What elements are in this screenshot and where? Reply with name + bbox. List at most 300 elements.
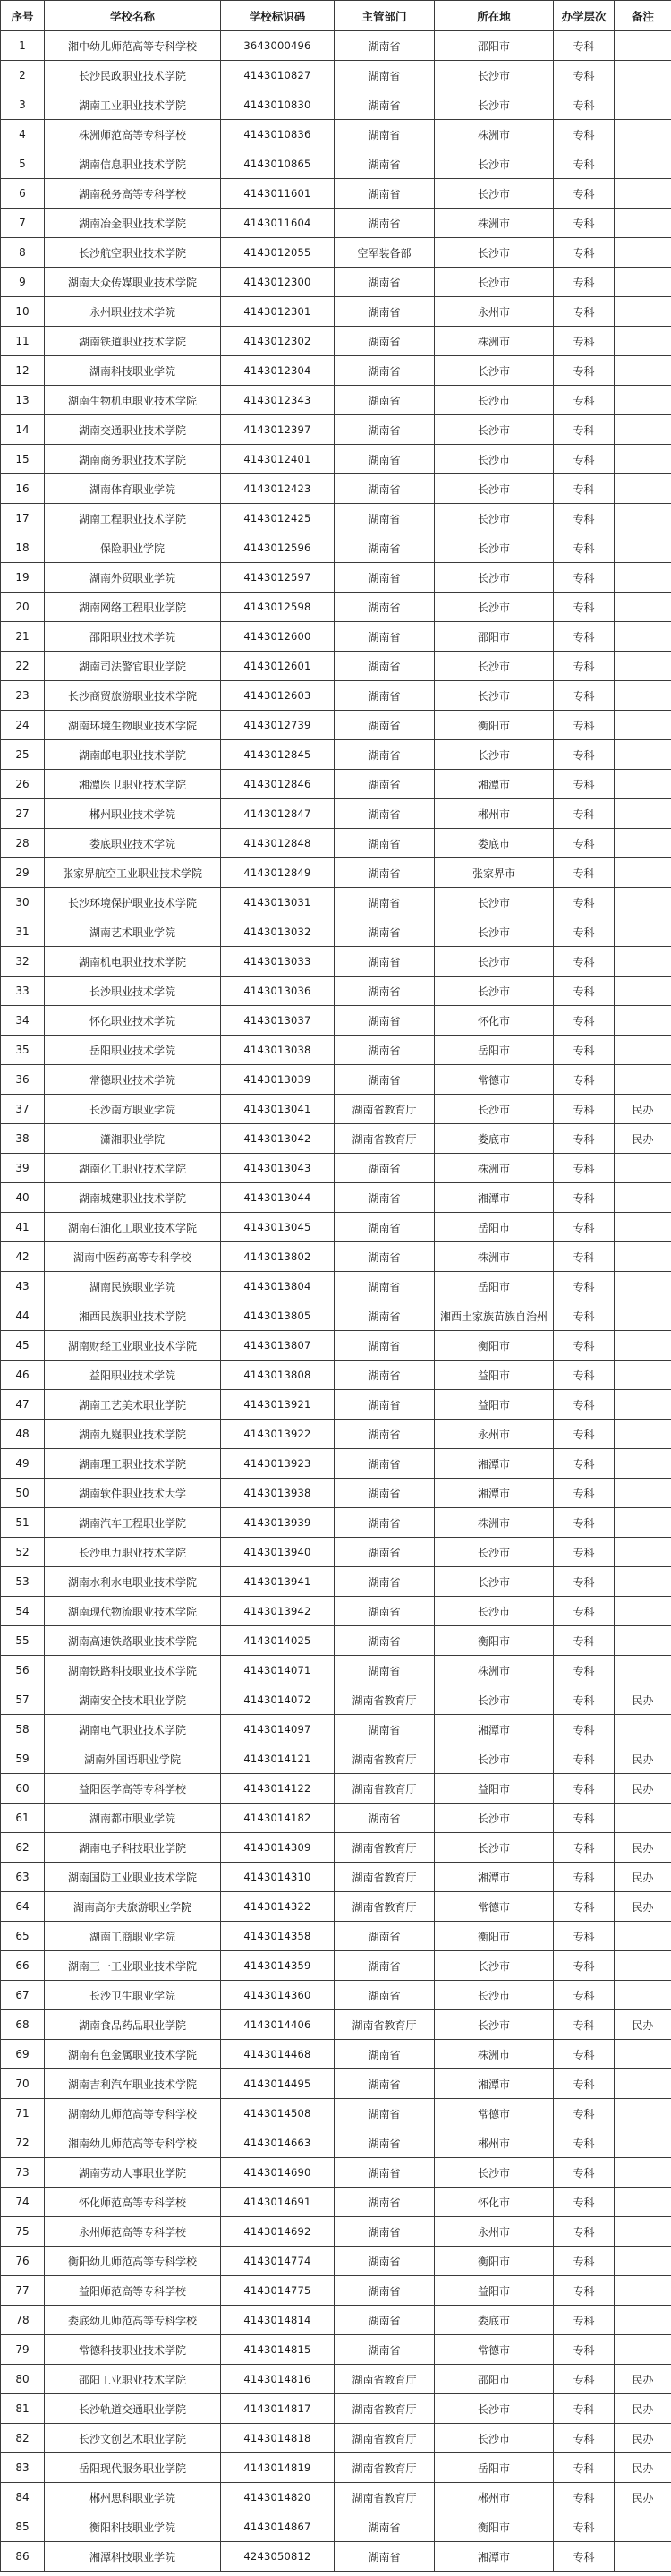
cell-location: 长沙市 bbox=[435, 593, 554, 622]
cell-location: 株洲市 bbox=[435, 120, 554, 149]
cell-note bbox=[615, 2217, 671, 2247]
cell-note bbox=[615, 1036, 671, 1065]
cell-index: 18 bbox=[1, 533, 45, 563]
cell-department: 湖南省 bbox=[335, 2069, 435, 2099]
cell-school-code: 4143012397 bbox=[221, 415, 335, 445]
cell-level: 专科 bbox=[554, 2424, 615, 2453]
cell-level: 专科 bbox=[554, 61, 615, 90]
cell-location: 长沙市 bbox=[435, 504, 554, 533]
table-row bbox=[1, 1065, 671, 1095]
table-row bbox=[1, 2276, 671, 2306]
cell-school-name: 湖南环境生物职业技术学院 bbox=[45, 711, 221, 740]
cell-level: 专科 bbox=[554, 1863, 615, 1892]
cell-location: 长沙市 bbox=[435, 652, 554, 681]
cell-index: 9 bbox=[1, 268, 45, 297]
cell-department: 湖南省 bbox=[335, 2276, 435, 2306]
cell-location: 长沙市 bbox=[435, 1744, 554, 1774]
cell-location: 株洲市 bbox=[435, 327, 554, 356]
cell-department: 湖南省 bbox=[335, 2247, 435, 2276]
cell-location: 湘潭市 bbox=[435, 2542, 554, 2572]
cell-level: 专科 bbox=[554, 415, 615, 445]
cell-note bbox=[615, 563, 671, 593]
cell-location: 常德市 bbox=[435, 1892, 554, 1922]
table-row bbox=[1, 858, 671, 888]
cell-school-name: 湘南幼儿师范高等专科学校 bbox=[45, 2128, 221, 2158]
cell-level: 专科 bbox=[554, 1597, 615, 1626]
cell-school-name: 长沙南方职业学院 bbox=[45, 1095, 221, 1124]
cell-index: 80 bbox=[1, 2365, 45, 2394]
cell-school-code: 4143013805 bbox=[221, 1301, 335, 1331]
cell-index: 85 bbox=[1, 2512, 45, 2542]
cell-index: 11 bbox=[1, 327, 45, 356]
cell-location: 长沙市 bbox=[435, 977, 554, 1006]
cell-note bbox=[615, 1390, 671, 1420]
cell-index: 31 bbox=[1, 917, 45, 947]
cell-school-name: 娄底职业技术学院 bbox=[45, 829, 221, 858]
cell-school-name: 湖南艺术职业学院 bbox=[45, 917, 221, 947]
table-row bbox=[1, 1567, 671, 1597]
cell-note bbox=[615, 1981, 671, 2010]
cell-note bbox=[615, 1213, 671, 1242]
cell-department: 湖南省 bbox=[335, 179, 435, 209]
cell-school-name: 长沙职业技术学院 bbox=[45, 977, 221, 1006]
cell-location: 株洲市 bbox=[435, 209, 554, 238]
cell-school-code: 4143013941 bbox=[221, 1567, 335, 1597]
cell-department: 湖南省 bbox=[335, 1597, 435, 1626]
cell-school-code: 4143013033 bbox=[221, 947, 335, 977]
cell-school-code: 4143014820 bbox=[221, 2483, 335, 2512]
cell-department: 湖南省 bbox=[335, 1626, 435, 1656]
cell-school-code: 4143013807 bbox=[221, 1331, 335, 1361]
cell-location: 湘潭市 bbox=[435, 1479, 554, 1508]
cell-school-name: 湖南石油化工职业技术学院 bbox=[45, 1213, 221, 1242]
cell-location: 郴州市 bbox=[435, 799, 554, 829]
cell-school-name: 湖南理工职业技术学院 bbox=[45, 1449, 221, 1479]
cell-note bbox=[615, 2512, 671, 2542]
cell-index: 79 bbox=[1, 2335, 45, 2365]
cell-school-code: 4143013922 bbox=[221, 1420, 335, 1449]
cell-index: 13 bbox=[1, 386, 45, 415]
cell-department: 湖南省 bbox=[335, 1036, 435, 1065]
table-row bbox=[1, 2158, 671, 2188]
table-row bbox=[1, 1715, 671, 1744]
cell-school-name: 湘潭医卫职业技术学院 bbox=[45, 770, 221, 799]
cell-school-name: 张家界航空工业职业技术学院 bbox=[45, 858, 221, 888]
cell-department: 湖南省 bbox=[335, 1479, 435, 1508]
cell-location: 长沙市 bbox=[435, 386, 554, 415]
cell-school-name: 湖南高速铁路职业技术学院 bbox=[45, 1626, 221, 1656]
cell-level: 专科 bbox=[554, 829, 615, 858]
cell-level: 专科 bbox=[554, 1922, 615, 1951]
cell-school-name: 湖南吉利汽车职业技术学院 bbox=[45, 2069, 221, 2099]
cell-location: 长沙市 bbox=[435, 149, 554, 179]
cell-school-name: 湖南财经工业职业技术学院 bbox=[45, 1331, 221, 1361]
cell-school-code: 4143014358 bbox=[221, 1922, 335, 1951]
table-row bbox=[1, 1951, 671, 1981]
cell-department: 湖南省教育厅 bbox=[335, 1685, 435, 1715]
cell-index: 65 bbox=[1, 1922, 45, 1951]
cell-school-code: 4143012600 bbox=[221, 622, 335, 652]
cell-department: 湖南省 bbox=[335, 681, 435, 711]
cell-index: 78 bbox=[1, 2306, 45, 2335]
cell-school-name: 湖南体育职业学院 bbox=[45, 474, 221, 504]
table-row bbox=[1, 740, 671, 770]
cell-level: 专科 bbox=[554, 799, 615, 829]
cell-index: 75 bbox=[1, 2217, 45, 2247]
cell-location: 永州市 bbox=[435, 2217, 554, 2247]
cell-school-code: 4143012302 bbox=[221, 327, 335, 356]
cell-location: 湘潭市 bbox=[435, 770, 554, 799]
cell-index: 20 bbox=[1, 593, 45, 622]
cell-note bbox=[615, 1804, 671, 1833]
cell-department: 湖南省 bbox=[335, 415, 435, 445]
header-location: 所在地 bbox=[435, 1, 554, 31]
cell-department: 湖南省 bbox=[335, 1361, 435, 1390]
cell-school-code: 4143012423 bbox=[221, 474, 335, 504]
table-row bbox=[1, 829, 671, 858]
cell-level: 专科 bbox=[554, 593, 615, 622]
cell-level: 专科 bbox=[554, 1804, 615, 1833]
cell-school-name: 郴州思科职业学院 bbox=[45, 2483, 221, 2512]
cell-index: 42 bbox=[1, 1242, 45, 1272]
cell-location: 益阳市 bbox=[435, 1774, 554, 1804]
cell-school-name: 湘西民族职业技术学院 bbox=[45, 1301, 221, 1331]
table-row bbox=[1, 2424, 671, 2453]
table-row bbox=[1, 2453, 671, 2483]
cell-school-code: 4143013042 bbox=[221, 1124, 335, 1154]
cell-department: 湖南省 bbox=[335, 2512, 435, 2542]
cell-school-code: 4143012847 bbox=[221, 799, 335, 829]
cell-note bbox=[615, 149, 671, 179]
table-row bbox=[1, 2335, 671, 2365]
cell-location: 怀化市 bbox=[435, 1006, 554, 1036]
cell-level: 专科 bbox=[554, 2099, 615, 2128]
cell-school-name: 湖南水利水电职业技术学院 bbox=[45, 1567, 221, 1597]
cell-location: 株洲市 bbox=[435, 1656, 554, 1685]
table-row bbox=[1, 31, 671, 61]
cell-level: 专科 bbox=[554, 1361, 615, 1390]
table-row bbox=[1, 2512, 671, 2542]
cell-level: 专科 bbox=[554, 770, 615, 799]
cell-department: 湖南省教育厅 bbox=[335, 2365, 435, 2394]
cell-department: 湖南省 bbox=[335, 1804, 435, 1833]
cell-school-name: 湖南现代物流职业技术学院 bbox=[45, 1597, 221, 1626]
cell-school-code: 4143012848 bbox=[221, 829, 335, 858]
cell-location: 张家界市 bbox=[435, 858, 554, 888]
cell-school-code: 4143013031 bbox=[221, 888, 335, 917]
cell-school-name: 衡阳幼儿师范高等专科学校 bbox=[45, 2247, 221, 2276]
cell-department: 湖南省 bbox=[335, 1951, 435, 1981]
cell-index: 74 bbox=[1, 2188, 45, 2217]
table-row bbox=[1, 445, 671, 474]
cell-level: 专科 bbox=[554, 268, 615, 297]
cell-school-code: 4143014071 bbox=[221, 1656, 335, 1685]
cell-level: 专科 bbox=[554, 2040, 615, 2069]
cell-index: 86 bbox=[1, 2542, 45, 2572]
header-level: 办学层次 bbox=[554, 1, 615, 31]
cell-level: 专科 bbox=[554, 31, 615, 61]
table-row bbox=[1, 1095, 671, 1124]
table-row bbox=[1, 652, 671, 681]
cell-school-name: 长沙文创艺术职业学院 bbox=[45, 2424, 221, 2453]
cell-level: 专科 bbox=[554, 1744, 615, 1774]
table-row bbox=[1, 1538, 671, 1567]
table-row bbox=[1, 593, 671, 622]
cell-level: 专科 bbox=[554, 1183, 615, 1213]
cell-level: 专科 bbox=[554, 90, 615, 120]
cell-index: 5 bbox=[1, 149, 45, 179]
cell-note bbox=[615, 2099, 671, 2128]
cell-location: 长沙市 bbox=[435, 888, 554, 917]
cell-department: 湖南省 bbox=[335, 1242, 435, 1272]
cell-school-code: 4143014691 bbox=[221, 2188, 335, 2217]
cell-school-code: 4143014495 bbox=[221, 2069, 335, 2099]
cell-location: 湘潭市 bbox=[435, 1863, 554, 1892]
cell-level: 专科 bbox=[554, 1892, 615, 1922]
cell-school-name: 湖南有色金属职业技术学院 bbox=[45, 2040, 221, 2069]
cell-school-code: 4143014072 bbox=[221, 1685, 335, 1715]
cell-school-name: 湖南工艺美术职业学院 bbox=[45, 1390, 221, 1420]
table-row bbox=[1, 888, 671, 917]
cell-location: 长沙市 bbox=[435, 947, 554, 977]
cell-location: 长沙市 bbox=[435, 415, 554, 445]
table-row bbox=[1, 149, 671, 179]
table-row bbox=[1, 61, 671, 90]
cell-index: 58 bbox=[1, 1715, 45, 1744]
cell-school-code: 4143014468 bbox=[221, 2040, 335, 2069]
cell-school-code: 4143013036 bbox=[221, 977, 335, 1006]
cell-index: 49 bbox=[1, 1449, 45, 1479]
cell-index: 15 bbox=[1, 445, 45, 474]
cell-index: 57 bbox=[1, 1685, 45, 1715]
cell-school-name: 湖南机电职业技术学院 bbox=[45, 947, 221, 977]
cell-note bbox=[615, 681, 671, 711]
cell-index: 21 bbox=[1, 622, 45, 652]
cell-department: 湖南省 bbox=[335, 31, 435, 61]
cell-index: 22 bbox=[1, 652, 45, 681]
cell-school-code: 4143013802 bbox=[221, 1242, 335, 1272]
cell-level: 专科 bbox=[554, 2483, 615, 2512]
cell-school-name: 常德科技职业技术学院 bbox=[45, 2335, 221, 2365]
cell-index: 63 bbox=[1, 1863, 45, 1892]
cell-school-code: 4143013043 bbox=[221, 1154, 335, 1183]
cell-school-name: 永州职业技术学院 bbox=[45, 297, 221, 327]
cell-school-code: 4143014692 bbox=[221, 2217, 335, 2247]
cell-level: 专科 bbox=[554, 711, 615, 740]
cell-note bbox=[615, 238, 671, 268]
cell-level: 专科 bbox=[554, 2335, 615, 2365]
cell-index: 34 bbox=[1, 1006, 45, 1036]
cell-index: 4 bbox=[1, 120, 45, 149]
table-row bbox=[1, 1420, 671, 1449]
cell-school-name: 湖南九嶷职业技术学院 bbox=[45, 1420, 221, 1449]
cell-department: 湖南省 bbox=[335, 1065, 435, 1095]
cell-location: 永州市 bbox=[435, 1420, 554, 1449]
cell-index: 29 bbox=[1, 858, 45, 888]
cell-department: 湖南省 bbox=[335, 1656, 435, 1685]
cell-school-code: 4143012597 bbox=[221, 563, 335, 593]
cell-school-name: 湖南工商职业学院 bbox=[45, 1922, 221, 1951]
cell-school-code: 4143013808 bbox=[221, 1361, 335, 1390]
cell-school-name: 湖南幼儿师范高等专科学校 bbox=[45, 2099, 221, 2128]
cell-department: 湖南省 bbox=[335, 1154, 435, 1183]
cell-school-name: 岳阳现代服务职业学院 bbox=[45, 2453, 221, 2483]
table-row bbox=[1, 1922, 671, 1951]
header-department: 主管部门 bbox=[335, 1, 435, 31]
cell-location: 常德市 bbox=[435, 2335, 554, 2365]
cell-school-name: 湖南城建职业技术学院 bbox=[45, 1183, 221, 1213]
cell-school-code: 4143012845 bbox=[221, 740, 335, 770]
cell-school-name: 长沙轨道交通职业学院 bbox=[45, 2394, 221, 2424]
cell-location: 株洲市 bbox=[435, 1508, 554, 1538]
table-row bbox=[1, 504, 671, 533]
cell-location: 长沙市 bbox=[435, 2158, 554, 2188]
cell-note bbox=[615, 2542, 671, 2572]
cell-index: 82 bbox=[1, 2424, 45, 2453]
cell-department: 湖南省 bbox=[335, 888, 435, 917]
cell-level: 专科 bbox=[554, 504, 615, 533]
cell-note bbox=[615, 711, 671, 740]
cell-index: 17 bbox=[1, 504, 45, 533]
cell-index: 61 bbox=[1, 1804, 45, 1833]
cell-index: 14 bbox=[1, 415, 45, 445]
cell-index: 46 bbox=[1, 1361, 45, 1390]
table-row bbox=[1, 1685, 671, 1715]
cell-note bbox=[615, 2335, 671, 2365]
cell-note: 民办 bbox=[615, 1685, 671, 1715]
cell-department: 湖南省 bbox=[335, 917, 435, 947]
cell-location: 长沙市 bbox=[435, 1833, 554, 1863]
cell-location: 湘潭市 bbox=[435, 1449, 554, 1479]
cell-level: 专科 bbox=[554, 1213, 615, 1242]
cell-school-name: 邵阳职业技术学院 bbox=[45, 622, 221, 652]
table-body bbox=[1, 31, 671, 2572]
cell-note bbox=[615, 1922, 671, 1951]
cell-school-name: 湖南汽车工程职业学院 bbox=[45, 1508, 221, 1538]
cell-level: 专科 bbox=[554, 1331, 615, 1361]
cell-note bbox=[615, 474, 671, 504]
cell-location: 衡阳市 bbox=[435, 711, 554, 740]
cell-school-name: 湖南三一工业职业技术学院 bbox=[45, 1951, 221, 1981]
cell-department: 湖南省 bbox=[335, 947, 435, 977]
cell-location: 娄底市 bbox=[435, 1124, 554, 1154]
cell-index: 12 bbox=[1, 356, 45, 386]
cell-level: 专科 bbox=[554, 2365, 615, 2394]
table-row bbox=[1, 977, 671, 1006]
cell-school-name: 湖南外国语职业学院 bbox=[45, 1744, 221, 1774]
cell-level: 专科 bbox=[554, 1774, 615, 1804]
cell-school-code: 4143012846 bbox=[221, 770, 335, 799]
cell-level: 专科 bbox=[554, 2217, 615, 2247]
cell-note bbox=[615, 1301, 671, 1331]
cell-school-code: 4143014815 bbox=[221, 2335, 335, 2365]
cell-school-code: 4143014817 bbox=[221, 2394, 335, 2424]
header-note: 备注 bbox=[615, 1, 671, 31]
cell-department: 湖南省 bbox=[335, 1567, 435, 1597]
cell-note bbox=[615, 1567, 671, 1597]
cell-school-code: 4143013038 bbox=[221, 1036, 335, 1065]
cell-note bbox=[615, 829, 671, 858]
cell-index: 8 bbox=[1, 238, 45, 268]
cell-location: 长沙市 bbox=[435, 61, 554, 90]
cell-school-code: 4143012401 bbox=[221, 445, 335, 474]
cell-school-name: 长沙航空职业技术学院 bbox=[45, 238, 221, 268]
cell-level: 专科 bbox=[554, 1715, 615, 1744]
table-row bbox=[1, 2306, 671, 2335]
table-row bbox=[1, 1390, 671, 1420]
cell-index: 51 bbox=[1, 1508, 45, 1538]
cell-school-code: 4143012304 bbox=[221, 356, 335, 386]
cell-department: 湖南省 bbox=[335, 1981, 435, 2010]
cell-index: 44 bbox=[1, 1301, 45, 1331]
cell-note bbox=[615, 1597, 671, 1626]
cell-department: 湖南省 bbox=[335, 149, 435, 179]
cell-note bbox=[615, 652, 671, 681]
cell-department: 湖南省 bbox=[335, 799, 435, 829]
cell-note bbox=[615, 445, 671, 474]
cell-index: 53 bbox=[1, 1567, 45, 1597]
cell-level: 专科 bbox=[554, 386, 615, 415]
cell-level: 专科 bbox=[554, 622, 615, 652]
cell-school-name: 郴州职业技术学院 bbox=[45, 799, 221, 829]
cell-index: 24 bbox=[1, 711, 45, 740]
table-row bbox=[1, 1656, 671, 1685]
cell-note bbox=[615, 1951, 671, 1981]
cell-index: 68 bbox=[1, 2010, 45, 2040]
cell-department: 湖南省 bbox=[335, 2188, 435, 2217]
cell-level: 专科 bbox=[554, 2512, 615, 2542]
cell-school-name: 湖南食品药品职业学院 bbox=[45, 2010, 221, 2040]
cell-level: 专科 bbox=[554, 1567, 615, 1597]
cell-location: 常德市 bbox=[435, 2099, 554, 2128]
cell-level: 专科 bbox=[554, 2306, 615, 2335]
cell-note bbox=[615, 1006, 671, 1036]
cell-level: 专科 bbox=[554, 1538, 615, 1567]
cell-location: 长沙市 bbox=[435, 563, 554, 593]
cell-level: 专科 bbox=[554, 474, 615, 504]
cell-school-name: 湖南电气职业技术学院 bbox=[45, 1715, 221, 1744]
cell-department: 湖南省 bbox=[335, 1715, 435, 1744]
cell-index: 50 bbox=[1, 1479, 45, 1508]
cell-school-name: 长沙环境保护职业技术学院 bbox=[45, 888, 221, 917]
table-row bbox=[1, 1449, 671, 1479]
cell-school-code: 4143013942 bbox=[221, 1597, 335, 1626]
cell-school-code: 4143012425 bbox=[221, 504, 335, 533]
table-header bbox=[1, 1, 671, 31]
cell-level: 专科 bbox=[554, 1036, 615, 1065]
cell-department: 湖南省 bbox=[335, 120, 435, 149]
cell-department: 湖南省 bbox=[335, 740, 435, 770]
cell-index: 7 bbox=[1, 209, 45, 238]
cell-department: 湖南省 bbox=[335, 1213, 435, 1242]
cell-note bbox=[615, 1626, 671, 1656]
table-row bbox=[1, 947, 671, 977]
cell-department: 湖南省 bbox=[335, 1449, 435, 1479]
table-row bbox=[1, 1213, 671, 1242]
cell-department: 湖南省 bbox=[335, 1508, 435, 1538]
cell-department: 湖南省 bbox=[335, 593, 435, 622]
cell-location: 长沙市 bbox=[435, 238, 554, 268]
cell-level: 专科 bbox=[554, 1449, 615, 1479]
cell-school-name: 湖南司法警官职业学院 bbox=[45, 652, 221, 681]
cell-location: 长沙市 bbox=[435, 2424, 554, 2453]
table-row bbox=[1, 90, 671, 120]
cell-school-code: 4143012603 bbox=[221, 681, 335, 711]
cell-school-name: 益阳职业技术学院 bbox=[45, 1361, 221, 1390]
table-row bbox=[1, 1301, 671, 1331]
cell-school-code: 4143014819 bbox=[221, 2453, 335, 2483]
cell-level: 专科 bbox=[554, 327, 615, 356]
